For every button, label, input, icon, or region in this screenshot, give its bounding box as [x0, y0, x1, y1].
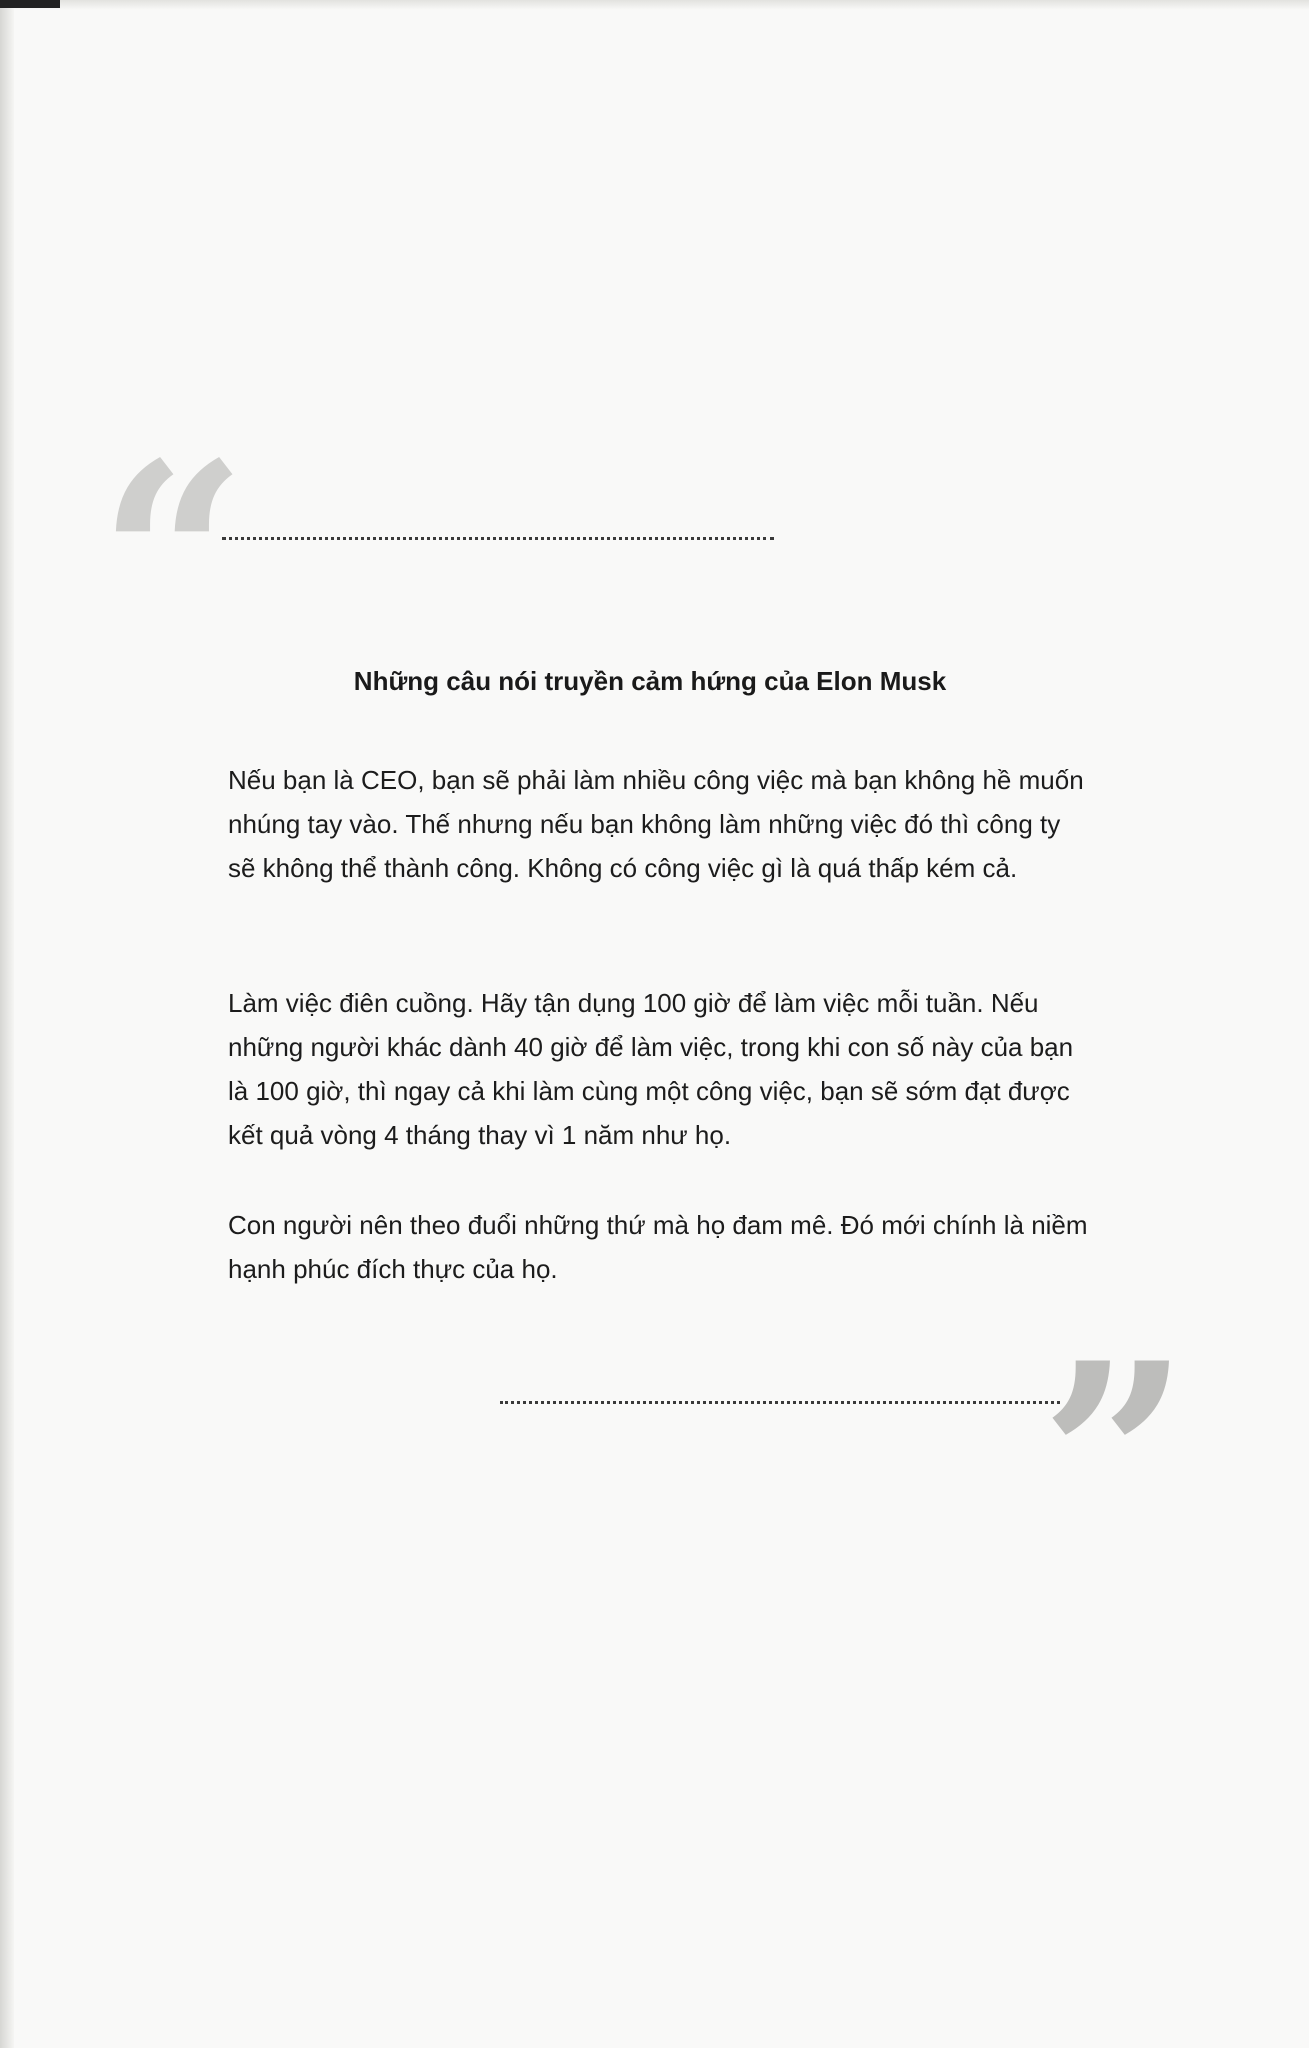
- page-top-edge: [0, 0, 1309, 10]
- page-left-edge: [0, 0, 14, 2048]
- quote-paragraph-1: Nếu bạn là CEO, bạn sẽ phải làm nhiều công việc mà bạn không hề muốn nhúng tay vào. Thế nhưng nếu bạn không làm những việc đó thì công ty sẽ không thể thành công. Không có công việc gì là quá thấp kém cả.: [228, 765, 1084, 883]
- open-quote-icon: “: [98, 407, 248, 712]
- quote-paragraph-3: Con người nên theo đuổi những thứ mà họ đam mê. Đó mới chính là niềm hạnh phúc đích thực của họ.: [228, 1210, 1088, 1284]
- page-corner-mark: [0, 0, 60, 8]
- quote-paragraph-2: Làm việc điên cuồng. Hãy tận dụng 100 giờ để làm việc mỗi tuần. Nếu những người khác dành 40 giờ để làm việc, trong khi con số này của bạn là 100 giờ, thì ngay cả khi làm cùng một công việc, bạn sẽ sớm đạt được kết quả vòng 4 tháng thay vì 1 năm như họ.: [228, 988, 1074, 1150]
- bottom-dotted-rule: [500, 1401, 1060, 1404]
- page-title: Những câu nói truyền cảm hứng của Elon Musk: [353, 666, 947, 696]
- close-quote-icon: ”: [1040, 1307, 1190, 1612]
- top-dotted-rule: [222, 537, 774, 540]
